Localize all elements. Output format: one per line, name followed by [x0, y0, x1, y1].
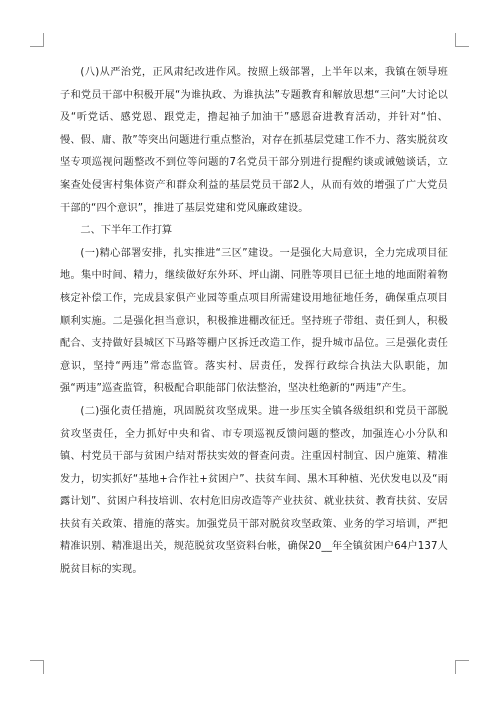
paragraph-party-discipline: (八)从严治党，正风肃纪改进作风。按照上级部署，上半年以来，我镇在领导班子和党员干部中积极开展“为谁执政、为谁执法”专题教育和解放思想“三问”大讨论以及“听党话、感党恩、跟党走，撸起袖子加油干”感恩奋进教育活动，并针对“怕、慢、假、庸、散”等突出问题进行重点整治，对存在抓基层党建工作不力、落实脱贫攻坚专项巡视问题整改不到位等问题的7名党员干部分别进行提醒约谈或诫勉谈话，立案查处侵害村集体资产和群众利益的基层党员干部2人，从而有效的增强了广大党员干部的“四个意识”，推进了基层党建和党风廉政建设。	[60, 67, 448, 214]
document-body	[60, 62, 448, 582]
paragraph-three-zones: (一)精心部署安排，扎实推进“三区”建设。一是强化大局意识，全力完成项目征地。集中时间、精力，继续做好东外环、坪山湖、同胜等项目已征土地的地面附着物核定补偿工作，完成县家俱产业园等重点项目所需建设用地征地任务，确保重点项目顺利实施。二是强化担当意识，积极推进棚改征迁。坚持班子带组、责任到人，积极配合、支持做好县城区下马路等棚户区拆迁改造工作，提升城市品位。三是强化责任意识，坚持“两违”常态监管。落实村、居责任，发挥行政综合执法大队职能，加强“两违”巡查监管，积极配合职能部门依法整治，坚决杜绝新的“两违”产生。	[60, 247, 448, 395]
section-heading-second-half-plan: 二、下半年工作打算	[80, 225, 173, 237]
paragraph-poverty-alleviation: (二)强化责任措施，巩固脱贫攻坚成果。进一步压实全镇各级组织和党员干部脱贫攻坚责任，全力抓好中央和省、市专项巡视反馈问题的整改，加强连心小分队和镇、村党员干部与贫困户结对帮扶实效的督查问责。注重因村制宜、因户施策、精准发力，切实抓好“基地+合作社+贫困户”、扶贫车间、黑木耳种植、光伏发电以及“雨露计划”、贫困户科技培训、农村危旧房改造等产业扶贫、就业扶贫、教育扶贫、安居扶贫有关政策、措施的落实。加强党员干部对脱贫攻坚政策、业务的学习培训，严把精准识别、精准退出关，规范脱贫攻坚资料台帐，确保20__年全镇贫困户64户137人脱贫目标的实现。	[60, 405, 448, 576]
